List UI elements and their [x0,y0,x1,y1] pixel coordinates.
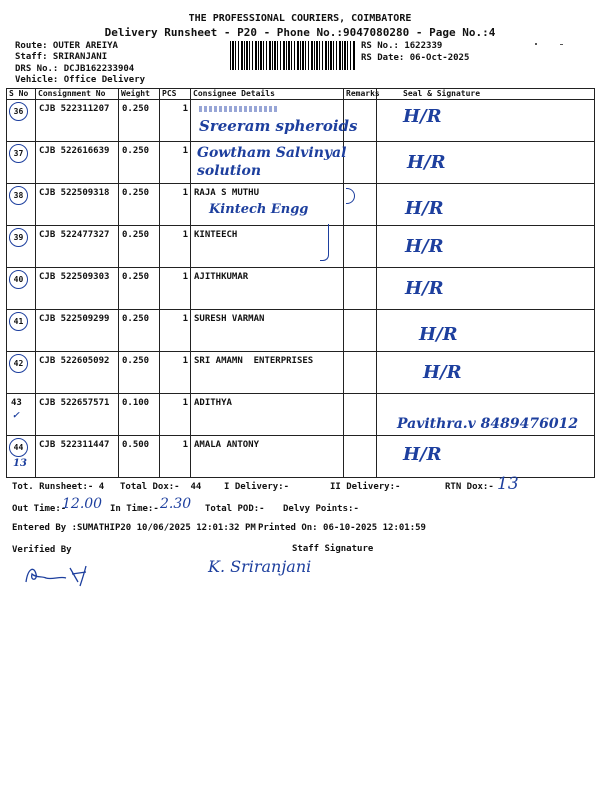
seal-signature: H/R [407,152,446,173]
tot-runsheet: Tot. Runsheet:- 4 [12,482,105,492]
pcs: 1 [182,398,188,408]
handwritten-consignee: Gowtham Salvinyal solution [197,145,347,179]
barcode-image [230,41,356,70]
pcs: 1 [182,230,188,240]
drs-number: DRS No.: DCJB162233904 [15,64,135,74]
tick-mark: ✓ [12,411,20,421]
total-pod: Total POD:- [205,504,265,514]
table-header-row [7,89,595,100]
table-row [7,142,595,184]
entered-by: Entered By :SUMATHIP20 10/06/2025 12:01:32 PM [12,523,256,533]
staff-signature: K. Sriranjani [208,557,312,576]
seal-signature: H/R [423,362,462,383]
vehicle-label: Vehicle: Office Delivery [15,75,146,85]
consignment-no: CJB 522509299 [39,314,110,324]
col-consignee: Consignee Details [191,89,344,100]
pcs: 1 [182,188,188,198]
consignment-no: CJB 522311207 [39,104,110,114]
consignment-no: CJB 522616639 [39,146,110,156]
i-delivery: I Delivery:- [224,482,290,492]
seal-signature: H/R [419,324,458,345]
weight: 0.250 [122,188,150,198]
verifier-signature [20,560,110,590]
consignee-name: KINTEECH [194,230,238,240]
consignee-name: AMALA ANTONY [194,440,260,450]
signature-stroke [26,566,86,586]
bracket-mark [320,224,329,261]
consignee-name: AJITHKUMAR [194,272,249,282]
sno-circle: 36 [9,102,28,121]
consignment-no: CJB 522311447 [39,440,110,450]
rtn-dox-value: 13 [497,474,519,494]
weight: 0.250 [122,356,150,366]
table-row [7,184,595,226]
table-row [7,100,595,142]
col-weight: Weight [119,89,160,100]
col-consignment: Consignment No [36,89,119,100]
speck-mark [535,43,537,45]
pcs: 1 [182,272,188,282]
printed-on: Printed On: 06-10-2025 12:01:59 [258,523,426,533]
total-dox: Total Dox:- 44 [120,482,202,492]
consignment-no: CJB 522509318 [39,188,110,198]
seal-signature: H/R [405,278,444,299]
consignment-no: CJB 522657571 [39,398,110,408]
consignee-name: SURESH VARMAN [194,314,265,324]
consignment-no: CJB 522509303 [39,272,110,282]
receiver-note: Pavithra.v 8489476012 [397,416,579,432]
seal-signature: H/R [403,444,442,465]
handwritten-consignee: Sreeram spheroids [199,117,358,135]
pcs: 1 [182,146,188,156]
weight: 0.500 [122,440,150,450]
delvy-points: Delvy Points:- [283,504,359,514]
sno-circle: 44 [9,438,28,457]
col-remarks: Remarks [344,89,377,100]
consignee-name: ADITHYA [194,398,232,408]
sno-number: 43 [11,398,22,408]
pcs: 1 [182,314,188,324]
rs-date: RS Date: 06-Oct-2025 [361,53,470,63]
speck-mark [560,44,563,45]
col-seal: Seal & Signature [377,89,595,100]
staff-label: Staff: SRIRANJANI [15,52,108,62]
weight: 0.250 [122,314,150,324]
table-row [7,268,595,310]
table-row [7,352,595,394]
rtn-dox: RTN Dox:- [445,482,494,492]
handwritten-count: 13 [13,458,27,469]
sno-circle: 41 [9,312,28,331]
table-row [7,310,595,352]
scribble-mark [199,106,279,112]
weight: 0.250 [122,146,150,156]
table-row [7,436,595,478]
bracket-mark [346,188,355,204]
staff-signature-label: Staff Signature [292,544,374,554]
table-row [7,226,595,268]
col-sno: S No [7,89,36,100]
route-label: Route: OUTER AREIYA [15,41,118,51]
handwritten-consignee: Kintech Engg [209,202,309,217]
consignee-name: RAJA S MUTHU [194,188,260,198]
sno-circle: 38 [9,186,28,205]
sno-circle: 40 [9,270,28,289]
company-title: THE PROFESSIONAL COURIERS, COIMBATORE [188,13,412,24]
weight: 0.250 [122,104,150,114]
consignment-no: CJB 522477327 [39,230,110,240]
consignee-name: SRI AMAMN ENTERPRISES [194,356,314,366]
in-time-label: In Time:- [110,504,159,514]
verified-by-label: Verified By [12,545,72,555]
rs-number: RS No.: 1622339 [361,41,443,51]
in-time-value: 2.30 [160,496,192,512]
table-row [7,394,595,436]
runsheet-subtitle: Delivery Runsheet - P20 - Phone No.:9047080280 - Page No.:4 [104,26,496,39]
seal-signature: H/R [405,236,444,257]
consignment-no: CJB 522605092 [39,356,110,366]
pcs: 1 [182,104,188,114]
seal-signature: H/R [405,198,444,219]
sno-circle: 42 [9,354,28,373]
sno-circle: 37 [9,144,28,163]
col-pcs: PCS [160,89,191,100]
pcs: 1 [182,440,188,450]
out-time-label: Out Time:- [12,504,67,514]
weight: 0.100 [122,398,150,408]
ii-delivery: II Delivery:- [330,482,401,492]
pcs: 1 [182,356,188,366]
sno-circle: 39 [9,228,28,247]
out-time-value: 12.00 [62,496,103,512]
seal-signature: H/R [403,106,442,127]
runsheet-table [6,88,595,478]
weight: 0.250 [122,272,150,282]
weight: 0.250 [122,230,150,240]
